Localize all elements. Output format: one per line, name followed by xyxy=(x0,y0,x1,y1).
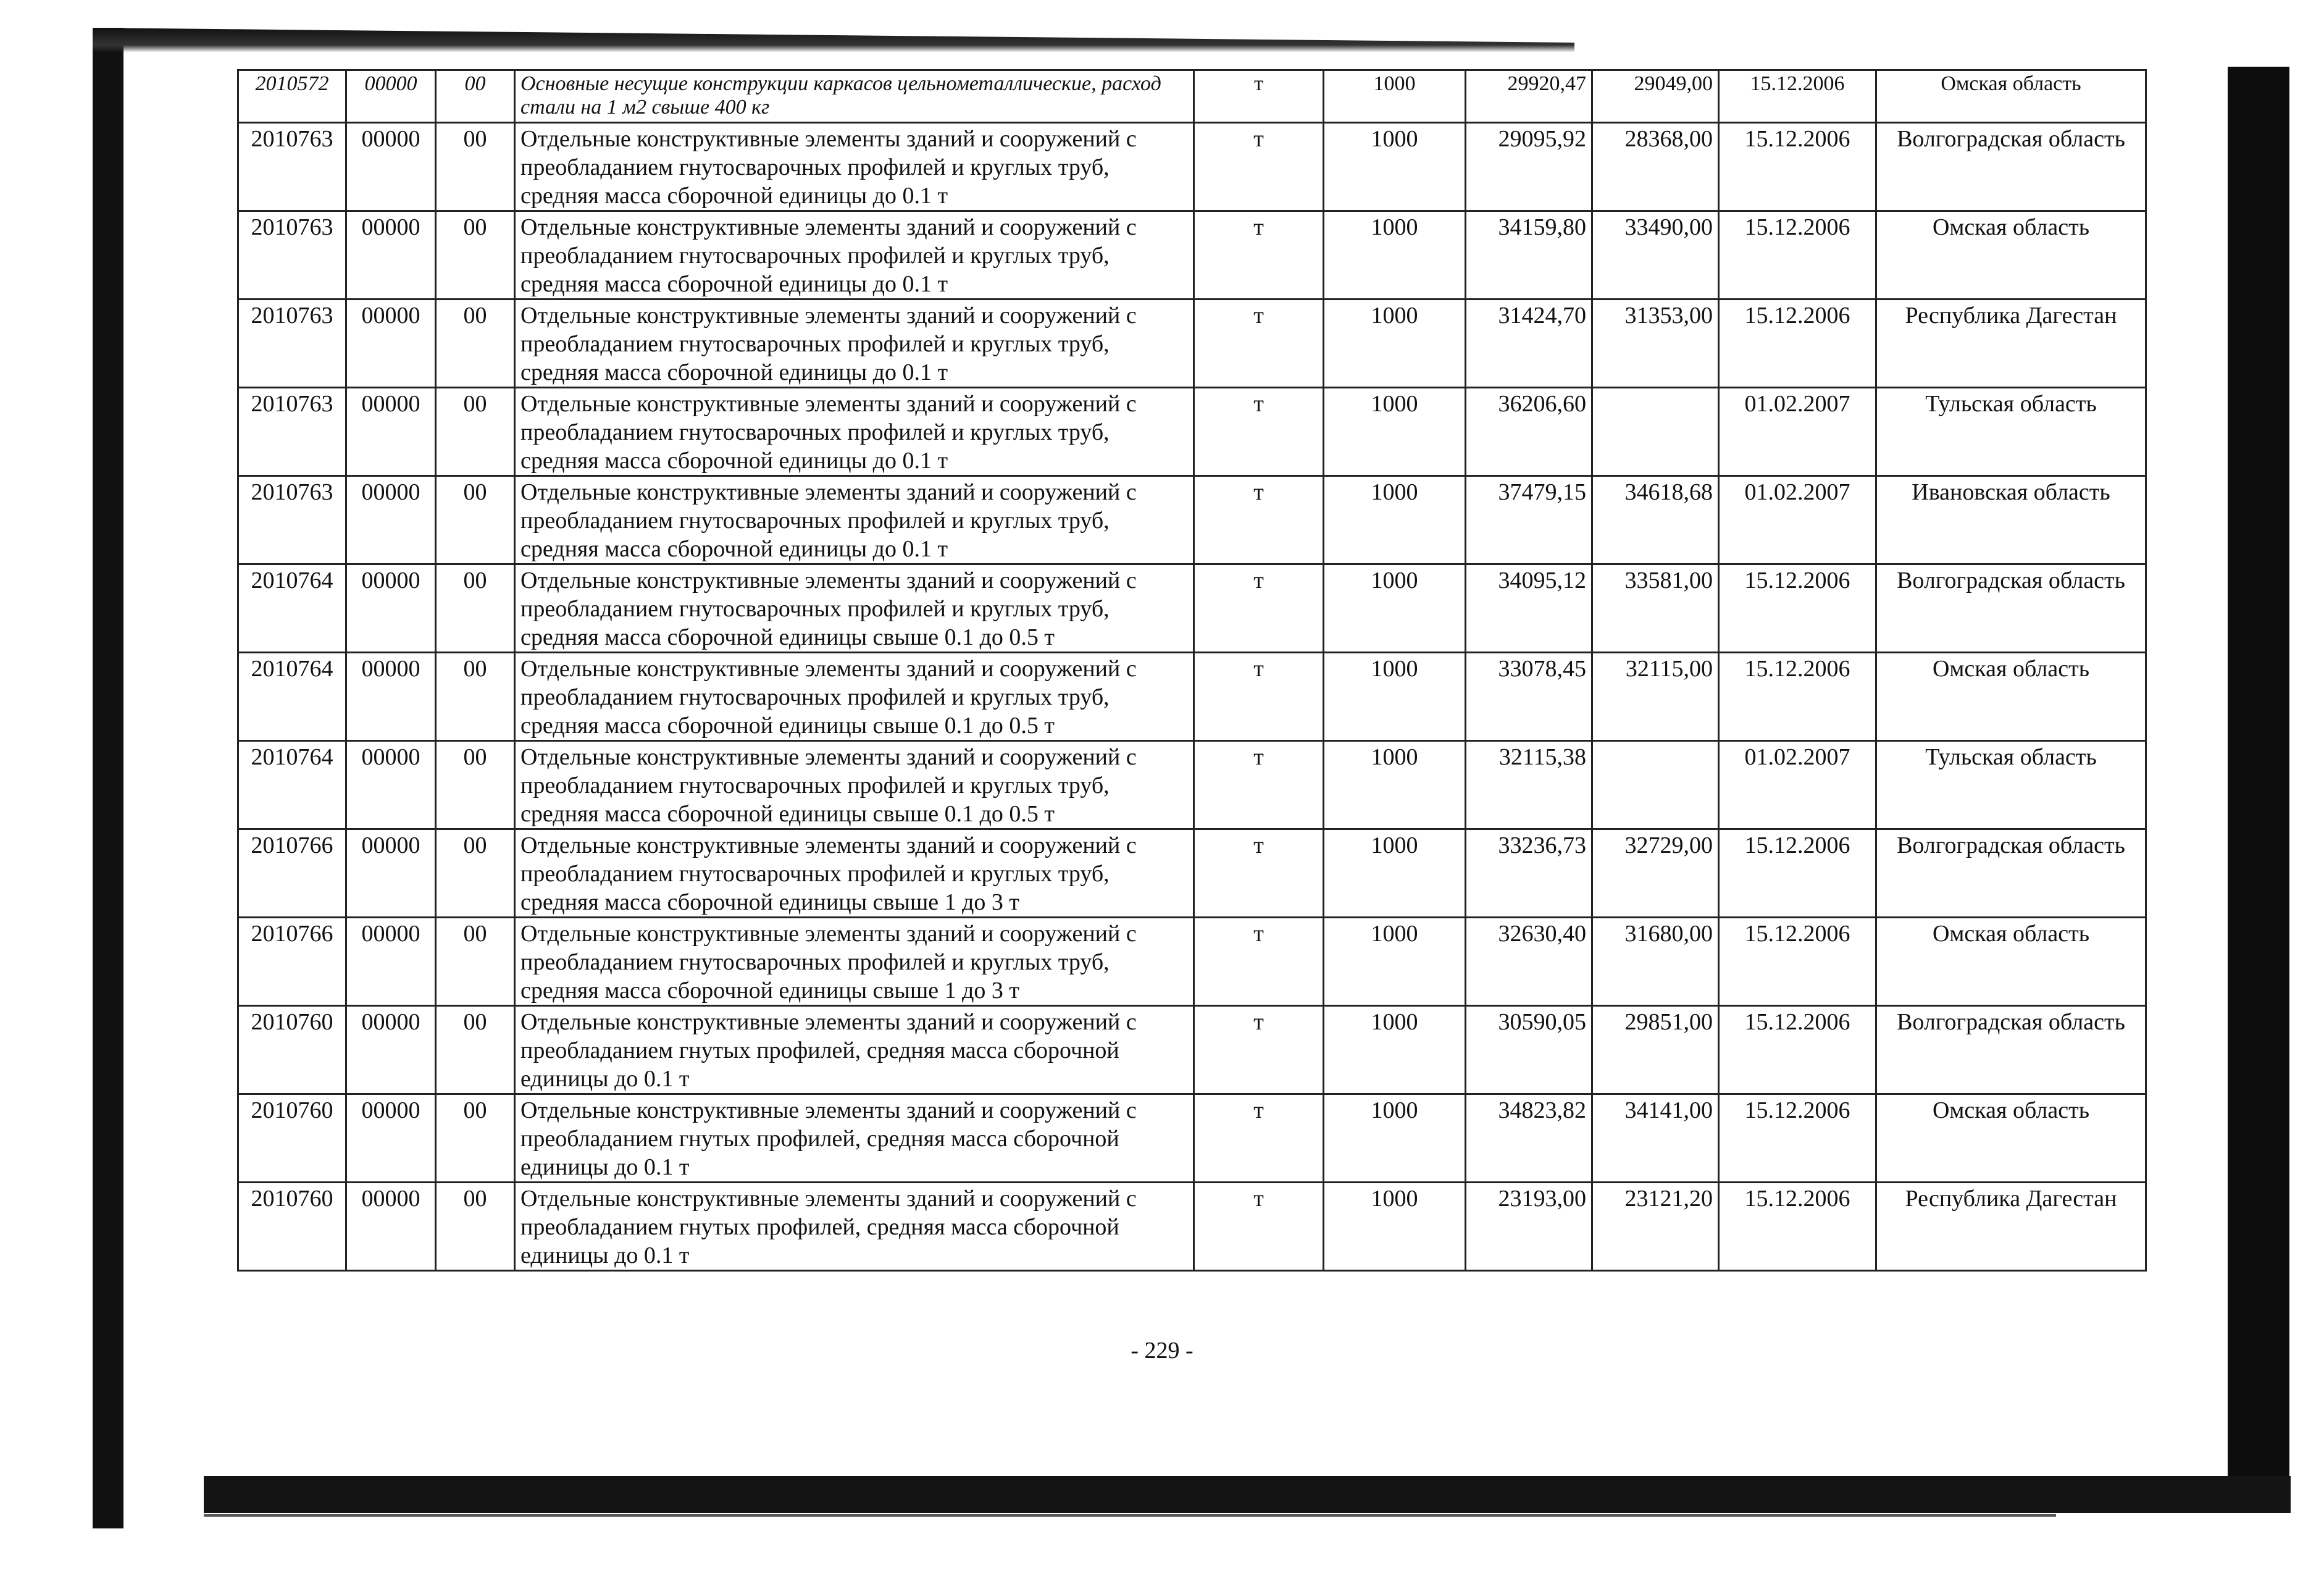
cell-unit: т xyxy=(1194,918,1324,1006)
cell-description: Отдельные конструктивные элементы зданий и сооружений с преобладанием гнутосварочных профилей и круглых труб, средняя масса сборочной единицы до 0.1 т xyxy=(515,300,1194,388)
cell-price-2: 29851,00 xyxy=(1592,1006,1719,1094)
cell-region: Омская область xyxy=(1876,918,2146,1006)
cell-code: 2010764 xyxy=(238,564,346,653)
cell-subcode: 00000 xyxy=(346,300,436,388)
table-body xyxy=(238,70,2146,1271)
cell-region: Омская область xyxy=(1876,653,2146,741)
table-row xyxy=(238,300,2146,388)
cell-quantity: 1000 xyxy=(1324,476,1466,564)
cell-code: 2010760 xyxy=(238,1006,346,1094)
cell-region: Омская область xyxy=(1876,70,2146,123)
cell-subcode: 00000 xyxy=(346,211,436,300)
cell-subcode: 00000 xyxy=(346,1183,436,1271)
cell-date: 15.12.2006 xyxy=(1719,653,1876,741)
cell-code: 2010760 xyxy=(238,1094,346,1183)
cell-subcode2: 00 xyxy=(436,741,515,829)
cell-quantity: 1000 xyxy=(1324,829,1466,918)
cell-subcode2: 00 xyxy=(436,300,515,388)
cell-price-2: 33581,00 xyxy=(1592,564,1719,653)
cell-quantity: 1000 xyxy=(1324,653,1466,741)
cell-price-1: 36206,60 xyxy=(1466,388,1592,476)
cell-unit: т xyxy=(1194,741,1324,829)
cell-code: 2010766 xyxy=(238,829,346,918)
cell-subcode: 00000 xyxy=(346,123,436,211)
cell-subcode2: 00 xyxy=(436,918,515,1006)
cell-subcode2: 00 xyxy=(436,1006,515,1094)
cell-price-1: 33236,73 xyxy=(1466,829,1592,918)
cell-region: Республика Дагестан xyxy=(1876,300,2146,388)
cell-date: 15.12.2006 xyxy=(1719,211,1876,300)
table-row xyxy=(238,829,2146,918)
cell-unit: т xyxy=(1194,1094,1324,1183)
cell-code: 2010763 xyxy=(238,388,346,476)
cell-subcode: 00000 xyxy=(346,70,436,123)
cell-price-1: 34159,80 xyxy=(1466,211,1592,300)
cell-price-1: 31424,70 xyxy=(1466,300,1592,388)
cell-price-1: 32115,38 xyxy=(1466,741,1592,829)
cell-region: Омская область xyxy=(1876,1094,2146,1183)
cell-description: Основные несущие конструкции каркасов цельнометаллические, расход стали на 1 м2 свыше 400 кг xyxy=(515,70,1194,123)
cell-price-2 xyxy=(1592,741,1719,829)
cell-code: 2010763 xyxy=(238,123,346,211)
cell-subcode2: 00 xyxy=(436,476,515,564)
cell-price-2: 23121,20 xyxy=(1592,1183,1719,1271)
cell-region: Волгоградская область xyxy=(1876,1006,2146,1094)
cell-quantity: 1000 xyxy=(1324,388,1466,476)
cell-subcode2: 00 xyxy=(436,388,515,476)
cell-subcode2: 00 xyxy=(436,123,515,211)
cell-subcode2: 00 xyxy=(436,564,515,653)
cell-price-1: 23193,00 xyxy=(1466,1183,1592,1271)
cell-unit: т xyxy=(1194,829,1324,918)
cell-quantity: 1000 xyxy=(1324,1094,1466,1183)
cell-date: 15.12.2006 xyxy=(1719,123,1876,211)
cell-date: 15.12.2006 xyxy=(1719,918,1876,1006)
cell-description: Отдельные конструктивные элементы зданий и сооружений с преобладанием гнутосварочных профилей и круглых труб, средняя масса сборочной единицы свыше 1 до 3 т xyxy=(515,918,1194,1006)
cell-region: Волгоградская область xyxy=(1876,123,2146,211)
cell-subcode2: 00 xyxy=(436,1094,515,1183)
scan-edge-top xyxy=(93,28,1574,52)
cell-subcode2: 00 xyxy=(436,70,515,123)
cell-quantity: 1000 xyxy=(1324,1183,1466,1271)
table-row xyxy=(238,653,2146,741)
cell-description: Отдельные конструктивные элементы зданий и сооружений с преобладанием гнутосварочных профилей и круглых труб, средняя масса сборочной единицы свыше 0.1 до 0.5 т xyxy=(515,564,1194,653)
cell-price-2: 33490,00 xyxy=(1592,211,1719,300)
table-row xyxy=(238,123,2146,211)
cell-subcode: 00000 xyxy=(346,829,436,918)
cell-code: 2010763 xyxy=(238,300,346,388)
table-row xyxy=(238,1183,2146,1271)
scan-edge-bottom-line xyxy=(204,1514,2056,1517)
cell-region: Ивановская область xyxy=(1876,476,2146,564)
cell-price-2: 32729,00 xyxy=(1592,829,1719,918)
cell-subcode: 00000 xyxy=(346,1006,436,1094)
cell-date: 15.12.2006 xyxy=(1719,70,1876,123)
cell-unit: т xyxy=(1194,300,1324,388)
cell-subcode: 00000 xyxy=(346,741,436,829)
cell-date: 01.02.2007 xyxy=(1719,741,1876,829)
cell-unit: т xyxy=(1194,476,1324,564)
cell-subcode: 00000 xyxy=(346,476,436,564)
cell-quantity: 1000 xyxy=(1324,70,1466,123)
cell-code: 2010766 xyxy=(238,918,346,1006)
cell-region: Волгоградская область xyxy=(1876,564,2146,653)
cell-description: Отдельные конструктивные элементы зданий и сооружений с преобладанием гнутосварочных профилей и круглых труб, средняя масса сборочной единицы свыше 1 до 3 т xyxy=(515,829,1194,918)
cell-description: Отдельные конструктивные элементы зданий и сооружений с преобладанием гнутосварочных профилей и круглых труб, средняя масса сборочной единицы свыше 0.1 до 0.5 т xyxy=(515,653,1194,741)
cell-code: 2010760 xyxy=(238,1183,346,1271)
cell-subcode: 00000 xyxy=(346,1094,436,1183)
cell-description: Отдельные конструктивные элементы зданий и сооружений с преобладанием гнутосварочных профилей и круглых труб, средняя масса сборочной единицы до 0.1 т xyxy=(515,123,1194,211)
cell-price-2: 31353,00 xyxy=(1592,300,1719,388)
table-row xyxy=(238,741,2146,829)
cell-date: 15.12.2006 xyxy=(1719,1183,1876,1271)
cell-region: Республика Дагестан xyxy=(1876,1183,2146,1271)
cell-description: Отдельные конструктивные элементы зданий и сооружений с преобладанием гнутых профилей, средняя масса сборочной единицы до 0.1 т xyxy=(515,1183,1194,1271)
cell-quantity: 1000 xyxy=(1324,918,1466,1006)
table-row xyxy=(238,1006,2146,1094)
cell-description: Отдельные конструктивные элементы зданий и сооружений с преобладанием гнутых профилей, средняя масса сборочной единицы до 0.1 т xyxy=(515,1094,1194,1183)
table-row xyxy=(238,211,2146,300)
cell-price-2: 32115,00 xyxy=(1592,653,1719,741)
cell-region: Волгоградская область xyxy=(1876,829,2146,918)
cell-price-1: 32630,40 xyxy=(1466,918,1592,1006)
cell-date: 01.02.2007 xyxy=(1719,388,1876,476)
cell-description: Отдельные конструктивные элементы зданий и сооружений с преобладанием гнутых профилей, средняя масса сборочной единицы до 0.1 т xyxy=(515,1006,1194,1094)
cell-unit: т xyxy=(1194,70,1324,123)
cell-unit: т xyxy=(1194,1006,1324,1094)
cell-region: Омская область xyxy=(1876,211,2146,300)
cell-description: Отдельные конструктивные элементы зданий и сооружений с преобладанием гнутосварочных профилей и круглых труб, средняя масса сборочной единицы свыше 0.1 до 0.5 т xyxy=(515,741,1194,829)
cell-quantity: 1000 xyxy=(1324,741,1466,829)
cell-subcode: 00000 xyxy=(346,564,436,653)
cell-quantity: 1000 xyxy=(1324,564,1466,653)
cell-unit: т xyxy=(1194,564,1324,653)
table-row xyxy=(238,70,2146,123)
cell-price-2: 34141,00 xyxy=(1592,1094,1719,1183)
cell-price-1: 34823,82 xyxy=(1466,1094,1592,1183)
cell-subcode2: 00 xyxy=(436,829,515,918)
cell-quantity: 1000 xyxy=(1324,300,1466,388)
cell-date: 15.12.2006 xyxy=(1719,1094,1876,1183)
cell-quantity: 1000 xyxy=(1324,123,1466,211)
cell-quantity: 1000 xyxy=(1324,211,1466,300)
table-row xyxy=(238,388,2146,476)
cell-subcode: 00000 xyxy=(346,388,436,476)
cell-code: 2010764 xyxy=(238,653,346,741)
cell-date: 15.12.2006 xyxy=(1719,300,1876,388)
cell-price-1: 37479,15 xyxy=(1466,476,1592,564)
cell-code: 2010572 xyxy=(238,70,346,123)
cell-subcode2: 00 xyxy=(436,653,515,741)
table-row xyxy=(238,476,2146,564)
cell-quantity: 1000 xyxy=(1324,1006,1466,1094)
cell-price-2: 31680,00 xyxy=(1592,918,1719,1006)
cell-price-1: 29095,92 xyxy=(1466,123,1592,211)
cell-date: 01.02.2007 xyxy=(1719,476,1876,564)
cell-price-1: 34095,12 xyxy=(1466,564,1592,653)
scan-edge-left xyxy=(93,28,123,1528)
price-table xyxy=(237,69,2147,1272)
cell-description: Отдельные конструктивные элементы зданий и сооружений с преобладанием гнутосварочных профилей и круглых труб, средняя масса сборочной единицы до 0.1 т xyxy=(515,388,1194,476)
cell-date: 15.12.2006 xyxy=(1719,564,1876,653)
scan-edge-bottom xyxy=(204,1476,2291,1513)
cell-unit: т xyxy=(1194,1183,1324,1271)
cell-subcode: 00000 xyxy=(346,918,436,1006)
cell-code: 2010764 xyxy=(238,741,346,829)
table-row xyxy=(238,1094,2146,1183)
cell-region: Тульская область xyxy=(1876,388,2146,476)
table-row xyxy=(238,918,2146,1006)
cell-subcode2: 00 xyxy=(436,1183,515,1271)
cell-code: 2010763 xyxy=(238,476,346,564)
cell-date: 15.12.2006 xyxy=(1719,829,1876,918)
cell-subcode: 00000 xyxy=(346,653,436,741)
cell-price-2: 29049,00 xyxy=(1592,70,1719,123)
cell-region: Тульская область xyxy=(1876,741,2146,829)
cell-price-2: 28368,00 xyxy=(1592,123,1719,211)
scan-edge-right xyxy=(2228,67,2289,1499)
cell-price-2 xyxy=(1592,388,1719,476)
cell-unit: т xyxy=(1194,653,1324,741)
cell-unit: т xyxy=(1194,388,1324,476)
cell-description: Отдельные конструктивные элементы зданий и сооружений с преобладанием гнутосварочных профилей и круглых труб, средняя масса сборочной единицы до 0.1 т xyxy=(515,476,1194,564)
cell-description: Отдельные конструктивные элементы зданий и сооружений с преобладанием гнутосварочных профилей и круглых труб, средняя масса сборочной единицы до 0.1 т xyxy=(515,211,1194,300)
cell-unit: т xyxy=(1194,211,1324,300)
cell-price-2: 34618,68 xyxy=(1592,476,1719,564)
cell-price-1: 29920,47 xyxy=(1466,70,1592,123)
cell-date: 15.12.2006 xyxy=(1719,1006,1876,1094)
cell-price-1: 33078,45 xyxy=(1466,653,1592,741)
cell-unit: т xyxy=(1194,123,1324,211)
cell-code: 2010763 xyxy=(238,211,346,300)
cell-subcode2: 00 xyxy=(436,211,515,300)
table-row xyxy=(238,564,2146,653)
page-number: - 229 - xyxy=(1131,1338,1193,1364)
cell-price-1: 30590,05 xyxy=(1466,1006,1592,1094)
